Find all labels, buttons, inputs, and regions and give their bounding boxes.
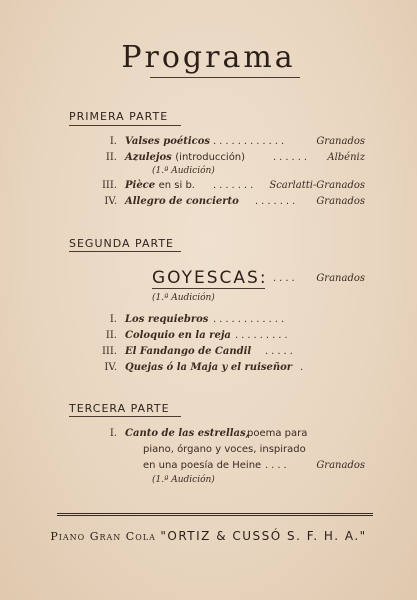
leader-dots: ............ [213, 314, 288, 325]
item-title: Quejas ó la Maja y el ruiseñor [125, 362, 293, 373]
item-title: Allegro de concierto [125, 196, 239, 207]
program-item [95, 151, 365, 165]
section-underline [69, 416, 181, 417]
leader-dots: ............ [213, 136, 288, 147]
program-item [95, 329, 365, 343]
composer: Granados [316, 196, 365, 207]
leader-dots: .... [273, 273, 298, 284]
composer: Granados [316, 136, 365, 147]
composer: Granados [316, 460, 365, 471]
footer [0, 529, 417, 543]
item-title: El Fandango de Candil [125, 346, 252, 357]
work-title-underline [152, 288, 265, 289]
item-number: IV. [104, 362, 117, 373]
item-number: I. [109, 314, 117, 325]
program-item [95, 427, 365, 441]
program-item [95, 313, 365, 327]
item-subtitle: (introducción) [175, 152, 246, 163]
program-item [95, 135, 365, 149]
item-title: Coloquio en la reja [125, 330, 231, 341]
section-heading-primera: PRIMERA PARTE [69, 110, 169, 123]
footer-divider [57, 513, 373, 516]
item-number: IV. [104, 196, 117, 207]
leader-dots: .... [265, 460, 290, 471]
audition-note: (1.ª Audición) [152, 293, 215, 303]
item-title: Azulejos (introducción) [125, 152, 246, 163]
footer-prefix: Piano Gran Cola [50, 530, 156, 543]
title-underline [150, 77, 300, 78]
item-number: II. [105, 330, 117, 341]
work-title: GOYESCAS: [152, 268, 268, 288]
program-item [95, 345, 365, 359]
item-description: piano, órgano y voces, inspirado [143, 444, 306, 455]
audition-note: (1.ª Audición) [152, 475, 215, 485]
composer: Granados [316, 273, 365, 284]
item-number: I. [109, 428, 117, 439]
audition-note: (1.ª Audición) [152, 166, 215, 176]
section-underline [69, 125, 181, 126]
section-underline [69, 251, 181, 252]
work-credit [95, 272, 365, 286]
item-description: poema para [247, 428, 308, 439]
item-title: Valses poéticos [125, 136, 211, 147]
item-number: III. [101, 180, 117, 191]
item-description-line [95, 443, 365, 457]
program-item [95, 195, 365, 209]
program-item [95, 361, 365, 375]
composer: Albéniz [327, 152, 365, 163]
leader-dots: ....... [255, 196, 299, 207]
page-title: Programa [121, 40, 296, 75]
program-item [95, 179, 365, 193]
section-heading-segunda: SEGUNDA PARTE [69, 237, 175, 250]
section-heading-tercera: TERCERA PARTE [69, 402, 170, 415]
leader-dots: ...... [273, 152, 311, 163]
item-description-line [95, 459, 365, 473]
item-number: II. [105, 152, 117, 163]
item-number: III. [101, 346, 117, 357]
leader-dots: . [300, 362, 307, 373]
item-subtitle: en si b. [158, 180, 195, 191]
leader-dots: ......... [235, 330, 291, 341]
item-title: Pièce en si b. [125, 180, 195, 191]
footer-brand: "ORTIZ & CUSSÓ S. F. H. A." [160, 529, 367, 543]
item-title: Los requiebros [125, 314, 209, 325]
item-title: Canto de las estrellas, [125, 428, 250, 439]
leader-dots: ....... [213, 180, 257, 191]
leader-dots: ..... [265, 346, 296, 357]
item-number: I. [109, 136, 117, 147]
composer: Scarlatti-Granados [269, 180, 365, 191]
item-description: en una poesía de Heine [143, 460, 262, 471]
